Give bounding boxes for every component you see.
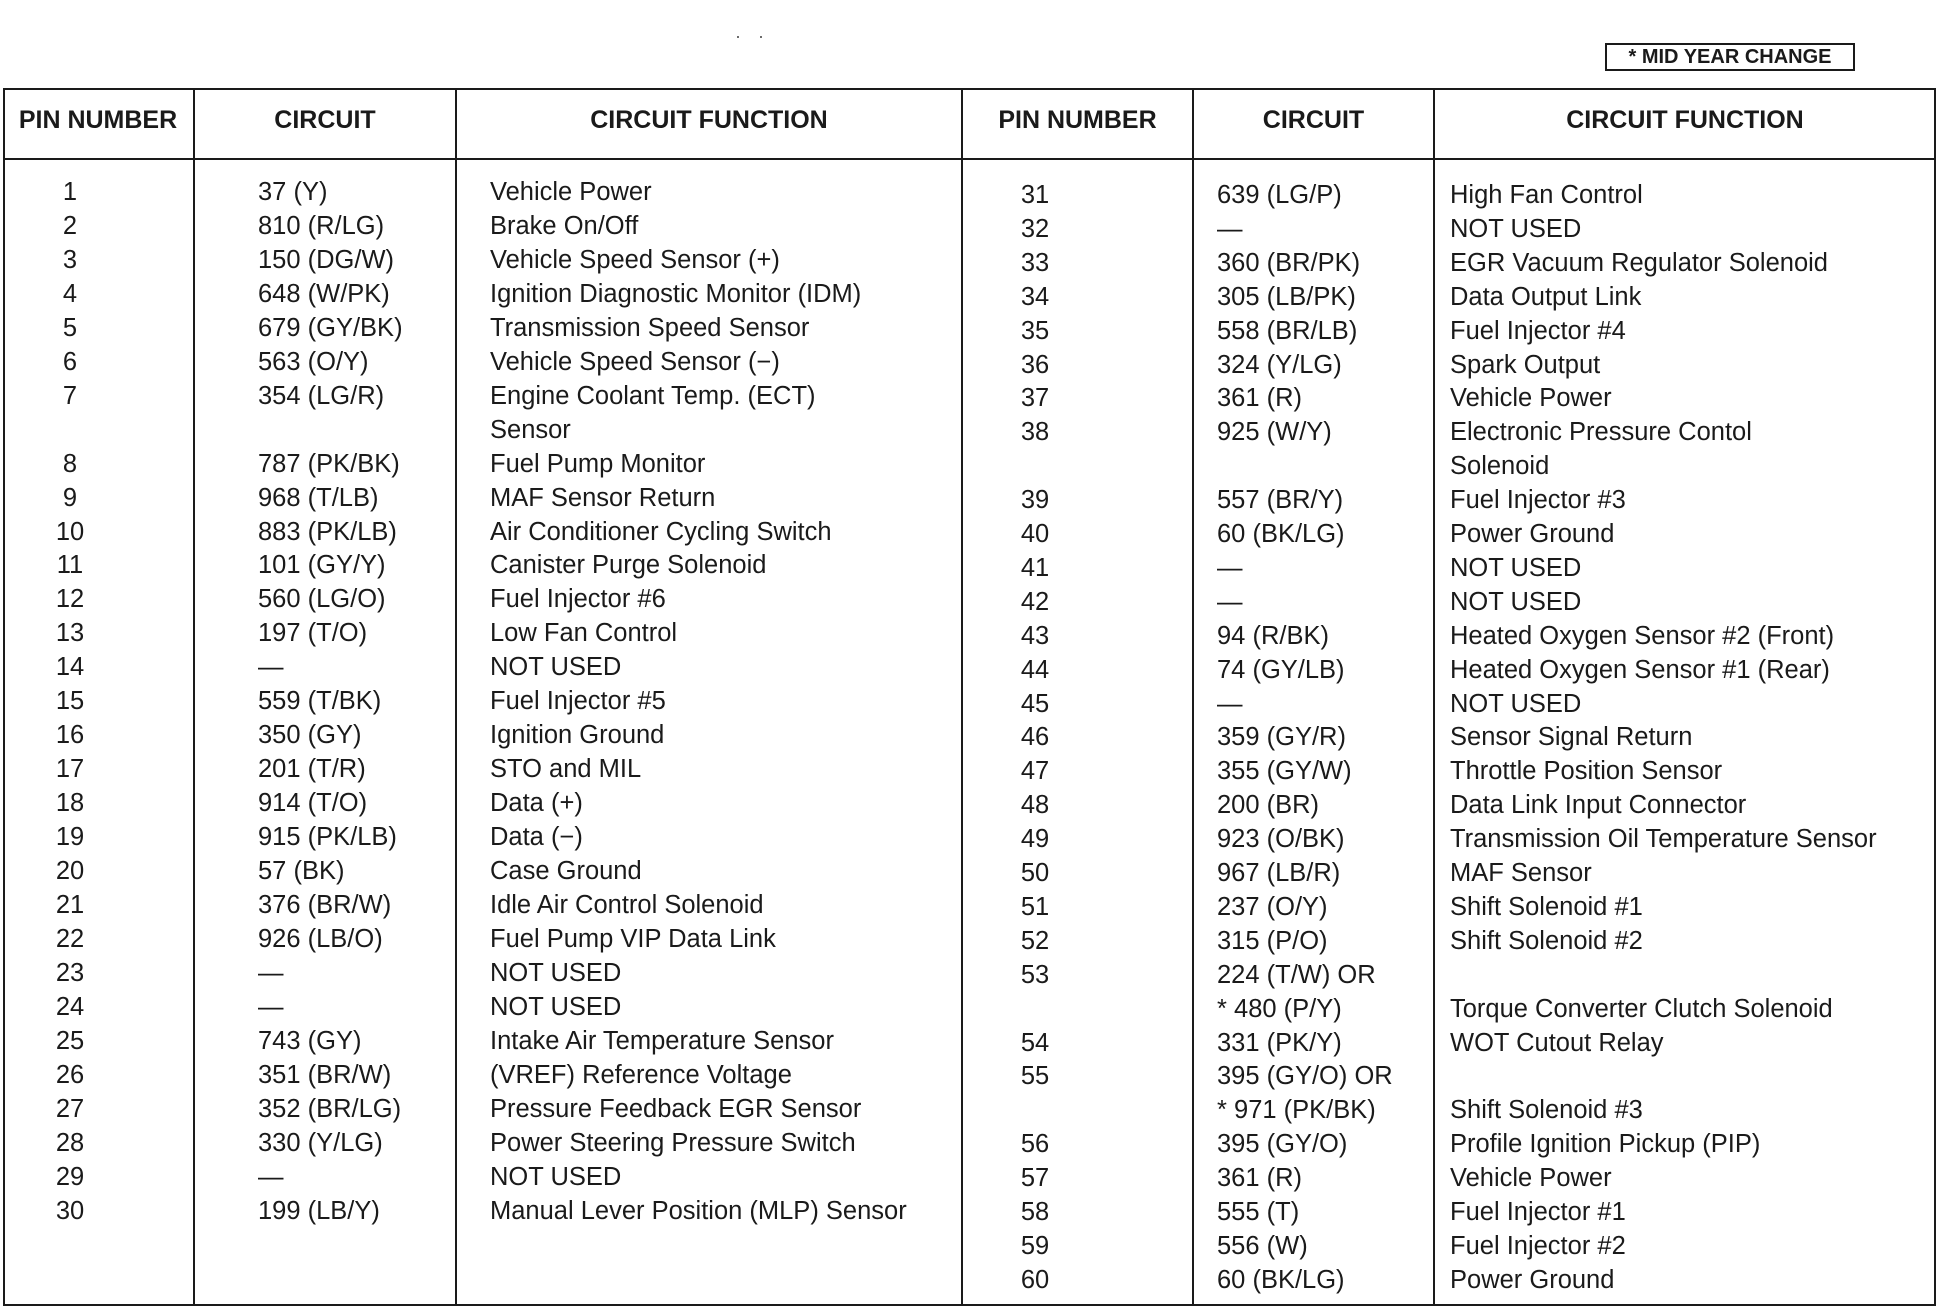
pin-cell: 26 xyxy=(55,1060,85,1089)
circuit-cell: 101 (GY/Y) xyxy=(258,551,386,580)
circuit-cell: 224 (T/W) OR xyxy=(1217,960,1376,989)
circuit-cell: 560 (LG/O) xyxy=(258,585,386,614)
pin-cell: 51 xyxy=(1020,892,1050,921)
circuit-cell: 925 (W/Y) xyxy=(1217,418,1332,447)
circuit-function-cell: Idle Air Control Solenoid xyxy=(490,890,764,919)
pin-cell: 41 xyxy=(1020,553,1050,582)
pin-cell: 44 xyxy=(1020,655,1050,684)
pin-cell: 24 xyxy=(55,992,85,1021)
pin-cell: 46 xyxy=(1020,723,1050,752)
circuit-cell: 150 (DG/W) xyxy=(258,245,395,274)
column-divider xyxy=(1192,88,1194,1306)
circuit-cell: 915 (PK/LB) xyxy=(258,823,397,852)
circuit-function-cell: Manual Lever Position (MLP) Sensor xyxy=(490,1196,907,1225)
circuit-function-cell: Power Ground xyxy=(1450,520,1615,548)
pin-cell: 27 xyxy=(55,1094,85,1123)
pin-cell: 47 xyxy=(1020,757,1050,786)
pin-cell: 30 xyxy=(55,1196,85,1225)
circuit-function-cell: Brake On/Off xyxy=(490,211,639,240)
circuit-function-cell: NOT USED xyxy=(1450,214,1582,243)
circuit-function-cell: Fuel Injector #5 xyxy=(490,687,666,716)
circuit-cell: 926 (LB/O) xyxy=(258,924,383,953)
circuit-cell: 679 (GY/BK) xyxy=(258,313,403,342)
pin-cell: 23 xyxy=(55,958,85,987)
circuit-cell: * 971 (PK/BK) xyxy=(1217,1096,1376,1125)
circuit-function-cell: Sensor xyxy=(490,415,571,444)
circuit-function-cell: MAF Sensor Return xyxy=(490,483,716,512)
circuit-function-cell: Vehicle Speed Sensor (+) xyxy=(490,245,780,274)
pin-cell: 20 xyxy=(55,857,85,885)
circuit-cell: 395 (GY/O) OR xyxy=(1217,1062,1393,1091)
pin-cell: 2 xyxy=(62,211,78,240)
pin-cell: 10 xyxy=(55,517,85,546)
circuit-function-cell: Fuel Pump VIP Data Link xyxy=(490,924,776,953)
pin-cell: 43 xyxy=(1020,621,1050,650)
circuit-function-cell: Sensor Signal Return xyxy=(1450,723,1693,752)
circuit-cell: 359 (GY/R) xyxy=(1217,723,1346,752)
circuit-function-cell: NOT USED xyxy=(1450,553,1582,582)
circuit-function-cell: Vehicle Power xyxy=(1450,1164,1612,1193)
circuit-function-cell: Heated Oxygen Sensor #1 (Rear) xyxy=(1450,655,1830,684)
pin-cell: 17 xyxy=(55,755,85,784)
pin-cell: 31 xyxy=(1020,181,1050,209)
circuit-cell: 914 (T/O) xyxy=(258,789,368,818)
circuit-cell: 968 (T/LB) xyxy=(258,483,379,512)
pin-cell: 16 xyxy=(55,721,85,750)
header-circuit-function-left: CIRCUIT FUNCTION xyxy=(590,106,828,134)
circuit-function-cell: Fuel Injector #3 xyxy=(1450,486,1626,515)
circuit-cell: 743 (GY) xyxy=(258,1026,362,1055)
circuit-cell: 57 (BK) xyxy=(258,857,345,885)
pin-cell: 19 xyxy=(55,823,85,852)
circuit-function-cell: Case Ground xyxy=(490,857,642,885)
pin-cell: 22 xyxy=(55,924,85,953)
scan-speck: · · xyxy=(735,26,770,46)
mid-year-change-badge: * MID YEAR CHANGE xyxy=(1605,43,1855,71)
circuit-cell: 354 (LG/R) xyxy=(258,381,385,410)
circuit-cell: — xyxy=(1217,553,1243,582)
circuit-cell: 559 (T/BK) xyxy=(258,687,382,716)
circuit-cell: 361 (R) xyxy=(1217,1164,1303,1193)
pin-cell: 8 xyxy=(62,449,78,478)
header-pin-number-right: PIN NUMBER xyxy=(998,106,1157,134)
pin-cell: 48 xyxy=(1020,791,1050,820)
circuit-function-cell: NOT USED xyxy=(490,1162,622,1191)
circuit-cell: 94 (R/BK) xyxy=(1217,621,1329,650)
pin-cell: 18 xyxy=(55,789,85,818)
circuit-cell: 787 (PK/BK) xyxy=(258,449,400,478)
pin-cell: 39 xyxy=(1020,486,1050,515)
pin-cell: 25 xyxy=(55,1026,85,1055)
circuit-function-cell: NOT USED xyxy=(490,992,622,1021)
circuit-cell: 639 (LG/P) xyxy=(1217,181,1342,209)
circuit-cell: 555 (T) xyxy=(1217,1198,1300,1226)
pin-cell: 11 xyxy=(56,551,84,580)
pin-cell: 53 xyxy=(1020,960,1050,989)
pin-cell: 35 xyxy=(1020,316,1050,345)
pin-cell: 34 xyxy=(1020,282,1050,311)
circuit-cell: 556 (W) xyxy=(1217,1231,1308,1260)
circuit-function-cell: WOT Cutout Relay xyxy=(1450,1028,1664,1057)
circuit-cell: 200 (BR) xyxy=(1217,791,1320,820)
circuit-function-cell: Vehicle Power xyxy=(490,178,652,206)
circuit-cell: 60 (BK/LG) xyxy=(1217,1265,1345,1294)
circuit-cell: 557 (BR/Y) xyxy=(1217,486,1344,515)
circuit-function-cell: Power Steering Pressure Switch xyxy=(490,1128,856,1157)
pin-cell: 28 xyxy=(55,1128,85,1157)
pin-cell: 56 xyxy=(1020,1130,1050,1159)
circuit-cell: 351 (BR/W) xyxy=(258,1060,392,1089)
circuit-function-cell: MAF Sensor xyxy=(1450,859,1592,887)
circuit-function-cell: Profile Ignition Pickup (PIP) xyxy=(1450,1130,1761,1159)
circuit-function-cell: Data (−) xyxy=(490,823,583,852)
circuit-cell: 60 (BK/LG) xyxy=(1217,520,1345,548)
circuit-function-cell: Ignition Diagnostic Monitor (IDM) xyxy=(490,279,862,308)
pin-cell: 55 xyxy=(1020,1062,1050,1091)
circuit-cell: 361 (R) xyxy=(1217,384,1303,413)
circuit-function-cell: Fuel Injector #2 xyxy=(1450,1231,1626,1260)
circuit-function-cell: NOT USED xyxy=(490,653,622,682)
circuit-cell: 350 (GY) xyxy=(258,721,362,750)
circuit-cell: 883 (PK/LB) xyxy=(258,517,397,546)
circuit-function-cell: Intake Air Temperature Sensor xyxy=(490,1026,834,1055)
column-divider xyxy=(961,88,963,1306)
circuit-cell: 355 (GY/W) xyxy=(1217,757,1352,786)
pin-cell: 59 xyxy=(1020,1231,1050,1260)
pin-cell: 12 xyxy=(55,585,85,614)
circuit-cell: 967 (LB/R) xyxy=(1217,859,1341,887)
circuit-cell: — xyxy=(258,958,284,987)
pin-cell: 42 xyxy=(1020,587,1050,616)
circuit-function-cell: Fuel Injector #1 xyxy=(1450,1198,1626,1226)
circuit-function-cell: Torque Converter Clutch Solenoid xyxy=(1450,994,1833,1023)
circuit-function-cell: Shift Solenoid #1 xyxy=(1450,892,1643,921)
circuit-cell: 201 (T/R) xyxy=(258,755,366,784)
circuit-cell: — xyxy=(258,992,284,1021)
pin-cell: 36 xyxy=(1020,350,1050,379)
circuit-cell: 315 (P/O) xyxy=(1217,926,1328,955)
circuit-function-cell: STO and MIL xyxy=(490,755,642,784)
pin-cell: 15 xyxy=(55,687,85,716)
circuit-cell: 558 (BR/LB) xyxy=(1217,316,1358,345)
pin-cell: 21 xyxy=(55,890,85,919)
circuit-cell: 37 (Y) xyxy=(258,178,328,206)
pin-cell: 57 xyxy=(1020,1164,1050,1193)
circuit-cell: 395 (GY/O) xyxy=(1217,1130,1348,1159)
circuit-function-cell: Ignition Ground xyxy=(490,721,665,750)
circuit-function-cell: Pressure Feedback EGR Sensor xyxy=(490,1094,862,1123)
circuit-cell: 563 (O/Y) xyxy=(258,347,369,376)
circuit-function-cell: Air Conditioner Cycling Switch xyxy=(490,517,832,546)
circuit-function-cell: Data (+) xyxy=(490,789,583,818)
circuit-cell: 197 (T/O) xyxy=(258,619,368,648)
pin-cell: 1 xyxy=(62,178,78,206)
circuit-function-cell: Solenoid xyxy=(1450,452,1550,481)
column-divider xyxy=(455,88,457,1306)
pin-cell: 54 xyxy=(1020,1028,1050,1057)
pin-cell: 45 xyxy=(1020,689,1050,718)
header-circuit-function-right: CIRCUIT FUNCTION xyxy=(1566,106,1804,134)
circuit-function-cell: Vehicle Speed Sensor (−) xyxy=(490,347,780,376)
circuit-cell: — xyxy=(1217,587,1243,616)
circuit-function-cell: Engine Coolant Temp. (ECT) xyxy=(490,381,816,410)
circuit-cell: 360 (BR/PK) xyxy=(1217,248,1361,277)
circuit-function-cell: Electronic Pressure Contol xyxy=(1450,418,1752,447)
circuit-function-cell: Fuel Injector #4 xyxy=(1450,316,1626,345)
circuit-cell: 324 (Y/LG) xyxy=(1217,350,1342,379)
circuit-function-cell: NOT USED xyxy=(1450,587,1582,616)
pin-cell: 60 xyxy=(1020,1265,1050,1294)
column-divider xyxy=(193,88,195,1306)
circuit-cell: 810 (R/LG) xyxy=(258,211,385,240)
pin-cell: 3 xyxy=(62,245,78,274)
pin-cell: 13 xyxy=(55,619,85,648)
circuit-function-cell: Spark Output xyxy=(1450,350,1601,379)
circuit-function-cell: Transmission Speed Sensor xyxy=(490,313,810,342)
circuit-cell: — xyxy=(1217,214,1243,243)
circuit-function-cell: Data Output Link xyxy=(1450,282,1642,311)
circuit-cell: * 480 (P/Y) xyxy=(1217,994,1342,1023)
header-circuit-left: CIRCUIT xyxy=(274,106,376,134)
circuit-cell: — xyxy=(258,653,284,682)
circuit-function-cell: Canister Purge Solenoid xyxy=(490,551,767,580)
pin-cell: 33 xyxy=(1020,248,1050,277)
circuit-function-cell: Heated Oxygen Sensor #2 (Front) xyxy=(1450,621,1835,650)
circuit-cell: — xyxy=(258,1162,284,1191)
circuit-function-cell: Data Link Input Connector xyxy=(1450,791,1747,820)
circuit-cell: 199 (LB/Y) xyxy=(258,1196,380,1225)
pin-cell: 6 xyxy=(62,347,78,376)
column-divider xyxy=(1433,88,1435,1306)
circuit-function-cell: Fuel Pump Monitor xyxy=(490,449,706,478)
circuit-function-cell: (VREF) Reference Voltage xyxy=(490,1060,792,1089)
circuit-cell: 352 (BR/LG) xyxy=(258,1094,402,1123)
circuit-cell: 74 (GY/LB) xyxy=(1217,655,1345,684)
header-pin-number-left: PIN NUMBER xyxy=(18,106,178,134)
pin-cell: 9 xyxy=(62,483,78,512)
header-divider xyxy=(3,158,1936,160)
circuit-cell: 237 (O/Y) xyxy=(1217,892,1328,921)
circuit-function-cell: Low Fan Control xyxy=(490,619,678,648)
pin-cell: 14 xyxy=(55,653,85,682)
circuit-function-cell: NOT USED xyxy=(1450,689,1582,718)
circuit-function-cell: Throttle Position Sensor xyxy=(1450,757,1723,786)
circuit-cell: 923 (O/BK) xyxy=(1217,825,1345,854)
pin-cell: 7 xyxy=(62,381,78,410)
header-circuit-right: CIRCUIT xyxy=(1262,106,1365,134)
circuit-function-cell: Shift Solenoid #2 xyxy=(1450,926,1643,955)
circuit-cell: 376 (BR/W) xyxy=(258,890,392,919)
pin-cell: 52 xyxy=(1020,926,1050,955)
pin-cell: 37 xyxy=(1020,384,1050,413)
pin-cell: 58 xyxy=(1020,1198,1050,1226)
circuit-function-cell: Power Ground xyxy=(1450,1265,1615,1294)
pin-cell: 40 xyxy=(1020,520,1050,548)
circuit-cell: — xyxy=(1217,689,1243,718)
circuit-function-cell: High Fan Control xyxy=(1450,181,1643,209)
pin-cell: 32 xyxy=(1020,214,1050,243)
pin-cell: 50 xyxy=(1020,859,1050,887)
circuit-function-cell: Fuel Injector #6 xyxy=(490,585,666,614)
circuit-function-cell: Shift Solenoid #3 xyxy=(1450,1096,1643,1125)
circuit-function-cell: Transmission Oil Temperature Sensor xyxy=(1450,825,1877,854)
pin-cell: 4 xyxy=(62,279,78,308)
circuit-cell: 648 (W/PK) xyxy=(258,279,390,308)
circuit-cell: 331 (PK/Y) xyxy=(1217,1028,1342,1057)
circuit-cell: 330 (Y/LG) xyxy=(258,1128,383,1157)
pin-cell: 49 xyxy=(1020,825,1050,854)
circuit-function-cell: EGR Vacuum Regulator Solenoid xyxy=(1450,248,1828,277)
pin-cell: 29 xyxy=(55,1162,85,1191)
pin-cell: 38 xyxy=(1020,418,1050,447)
circuit-function-cell: Vehicle Power xyxy=(1450,384,1612,413)
pin-cell: 5 xyxy=(62,313,78,342)
circuit-cell: 305 (LB/PK) xyxy=(1217,282,1356,311)
circuit-function-cell: NOT USED xyxy=(490,958,622,987)
